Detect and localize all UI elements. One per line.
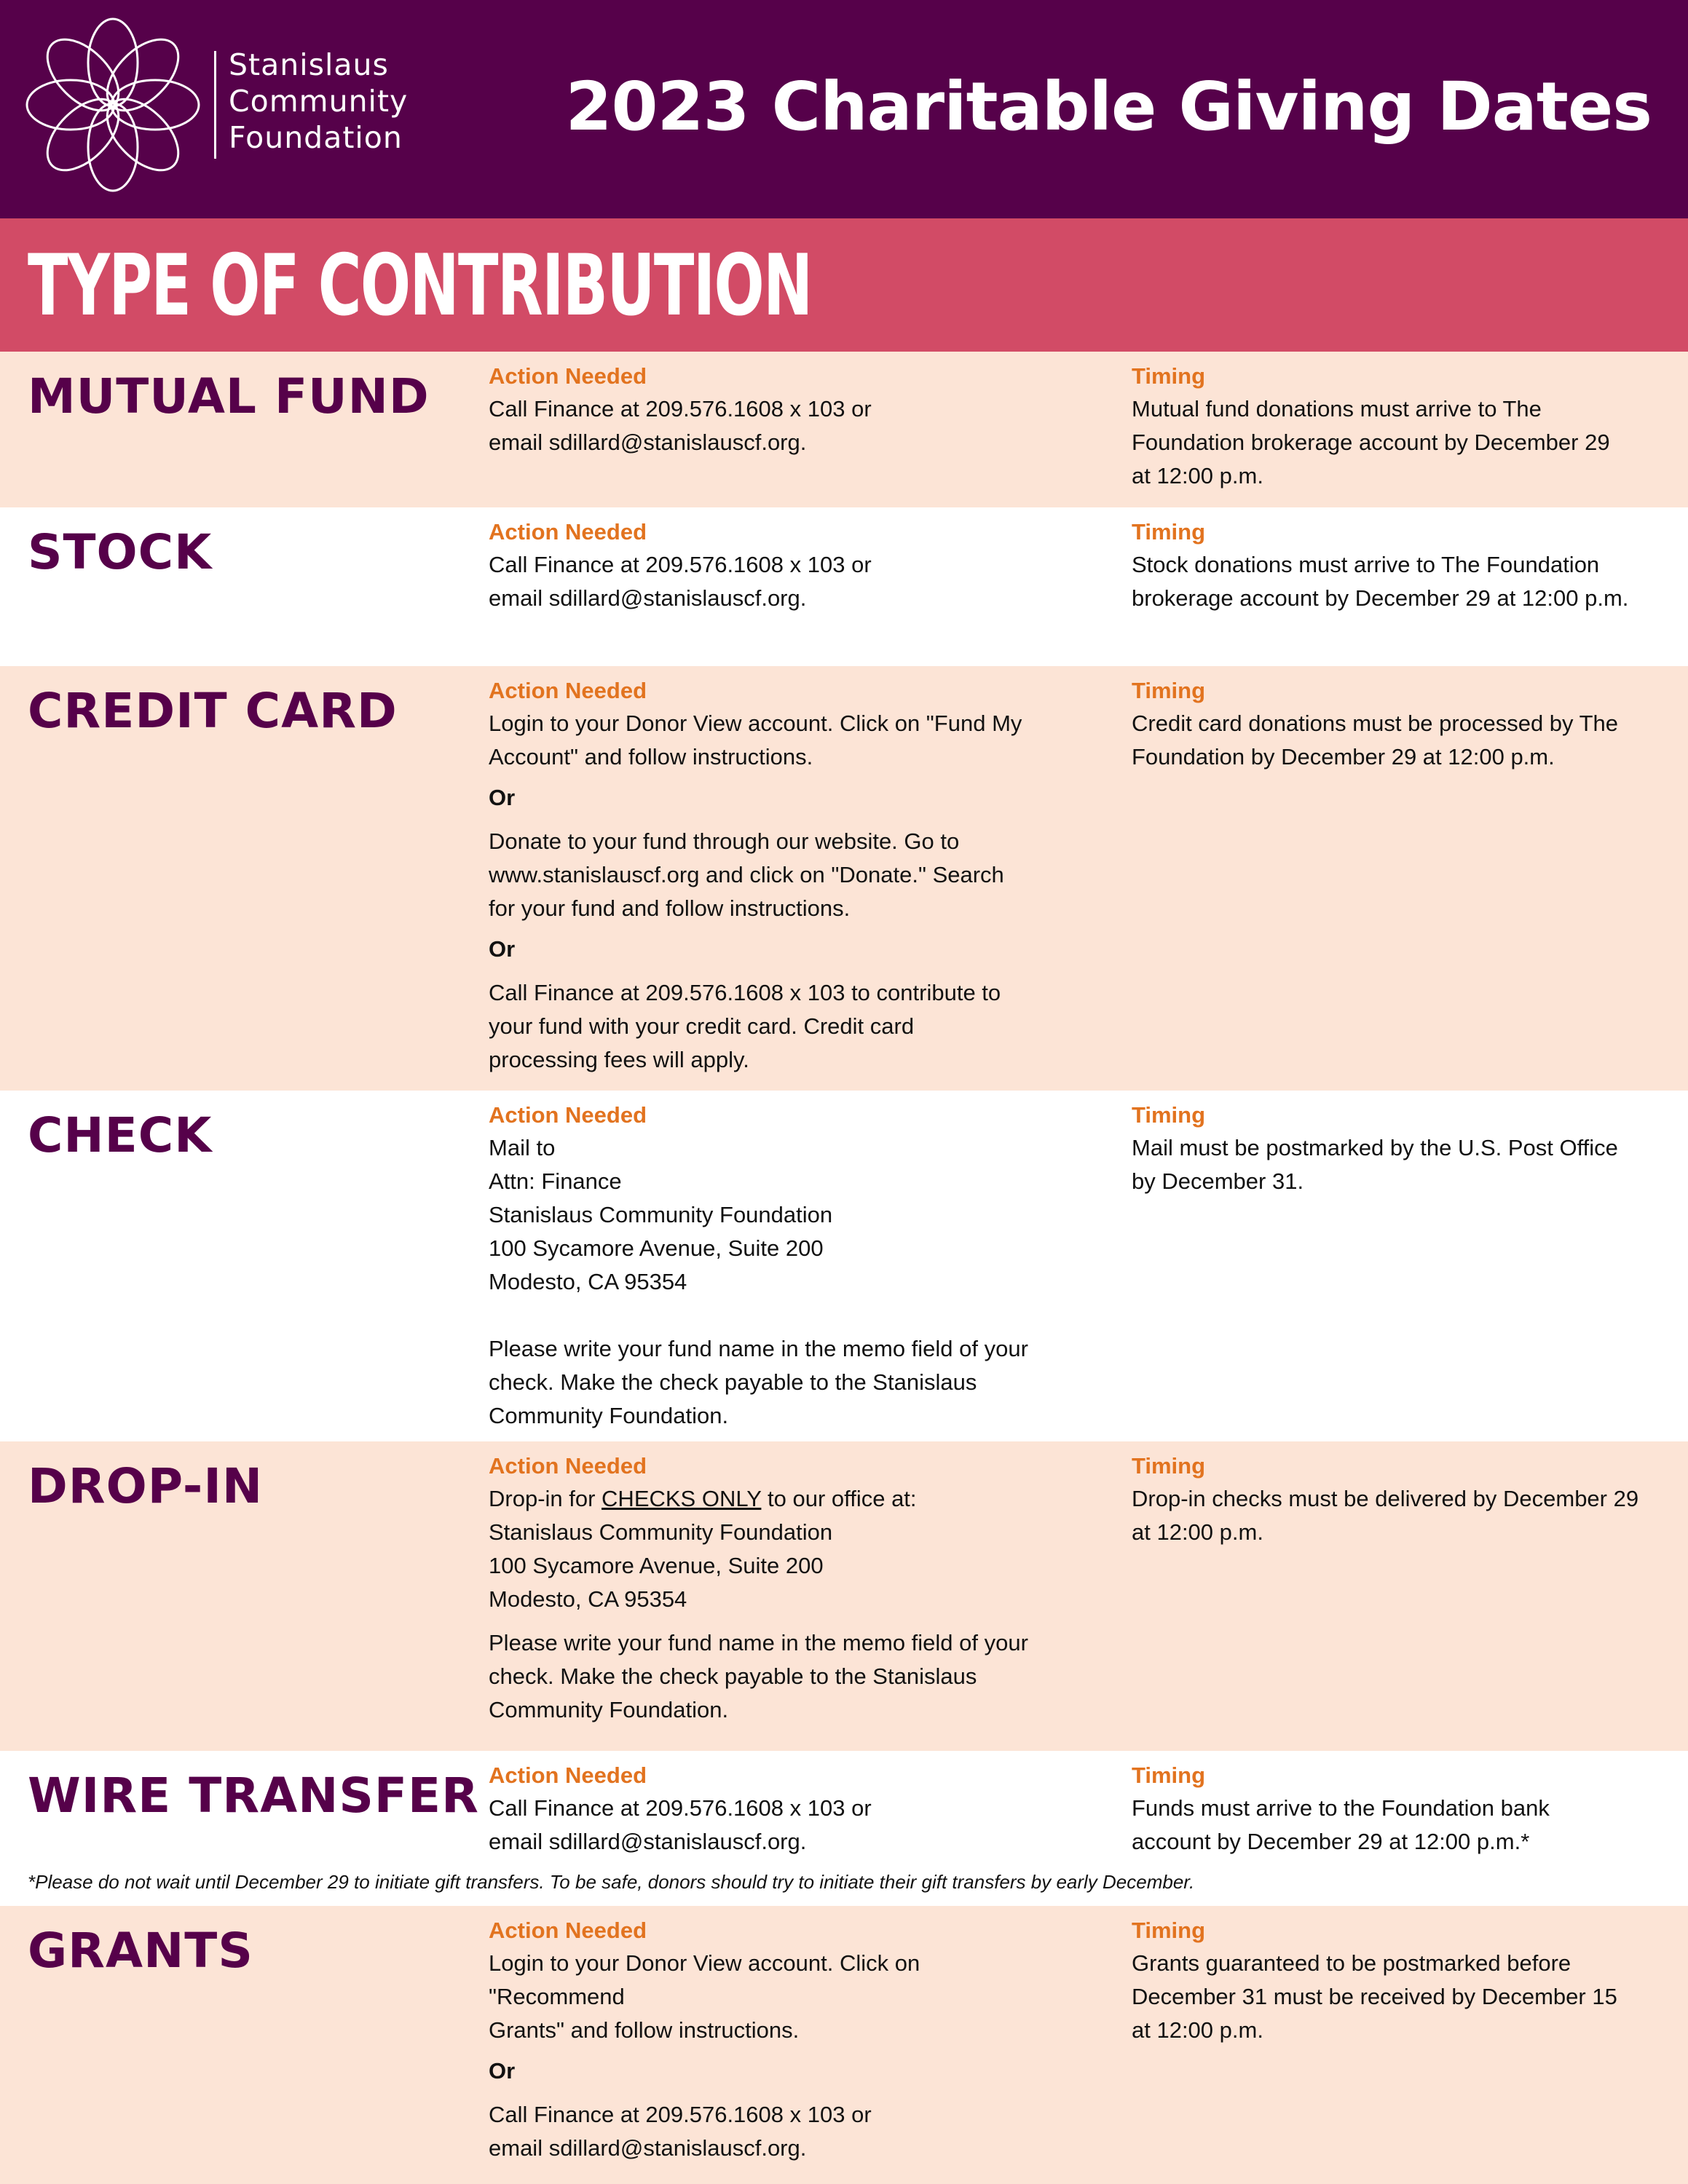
timing-text xyxy=(1132,548,1671,615)
action-text xyxy=(489,2098,1057,2165)
action-text xyxy=(489,1792,1057,1859)
action-column xyxy=(489,360,1057,459)
text-line: Donate to your fund through our website. Go to xyxy=(489,828,960,854)
text-line: email sdillard@stanislauscf.org. xyxy=(489,585,807,611)
timing-column xyxy=(1132,516,1671,615)
contribution-type: MUTUAL FUND xyxy=(28,368,430,424)
text-line: Please write your fund name in the memo field of your xyxy=(489,1336,1028,1361)
timing-column xyxy=(1132,1915,1671,2047)
timing-text xyxy=(1132,1131,1671,1198)
text-line: by December 31. xyxy=(1132,1168,1304,1194)
text-line: Grants guaranteed to be postmarked before xyxy=(1132,1950,1571,1976)
text-line: www.stanislauscf.org and click on "Donate." Search xyxy=(489,862,1004,887)
text-line: Mutual fund donations must arrive to The xyxy=(1132,396,1542,422)
text-line: at 12:00 p.m. xyxy=(1132,2017,1263,2043)
timing-label: Timing xyxy=(1132,678,1206,703)
logo-line-2: Community xyxy=(229,84,409,119)
action-column xyxy=(489,1099,1057,1433)
action-column xyxy=(489,1450,1057,1727)
text-line: for your fund and follow instructions. xyxy=(489,895,851,921)
action-text xyxy=(489,707,1057,774)
text-fragment: Drop-in for xyxy=(489,1486,602,1511)
logo-wordmark xyxy=(229,47,408,156)
contribution-type: CHECK xyxy=(28,1107,213,1163)
action-label: Action Needed xyxy=(489,1453,647,1479)
timing-label: Timing xyxy=(1132,1918,1206,1943)
timing-label: Timing xyxy=(1132,363,1206,389)
text-line: brokerage account by December 29 at 12:00 p.m. xyxy=(1132,585,1629,611)
text-line: Modesto, CA 95354 xyxy=(489,1269,687,1294)
text-fragment: to our office at: xyxy=(761,1486,917,1511)
row-check xyxy=(0,1091,1688,1441)
action-text xyxy=(489,548,1057,615)
logo-divider xyxy=(214,51,216,159)
text-line: Stanislaus Community Foundation xyxy=(489,1202,833,1227)
text-line: Foundation by December 29 at 12:00 p.m. xyxy=(1132,744,1555,769)
contribution-type: GRANTS xyxy=(28,1923,253,1979)
text-line: email sdillard@stanislauscf.org. xyxy=(489,430,807,455)
action-label: Action Needed xyxy=(489,1102,647,1128)
text-line: Login to your Donor View account. Click on "Fund My xyxy=(489,711,1022,736)
or-separator: Or xyxy=(489,785,516,810)
text-line: Community Foundation. xyxy=(489,1697,729,1722)
timing-text xyxy=(1132,1792,1671,1859)
timing-column xyxy=(1132,1450,1671,1549)
text-line: Account" and follow instructions. xyxy=(489,744,813,769)
action-column xyxy=(489,516,1057,615)
text-line xyxy=(489,1482,1057,1516)
text-line: December 31 must be received by December 15 xyxy=(1132,1984,1617,2009)
action-column xyxy=(489,675,1057,1077)
text-line: Stanislaus Community Foundation xyxy=(489,1519,833,1545)
text-line: Call Finance at 209.576.1608 x 103 or xyxy=(489,1795,872,1821)
action-text xyxy=(489,1482,1057,1616)
timing-label: Timing xyxy=(1132,519,1206,545)
contribution-type: WIRE TRANSFER xyxy=(28,1768,479,1824)
timing-column xyxy=(1132,360,1671,493)
footnote: *Please do not wait until December 29 to initiate gift transfers. To be safe, donors should try to initiate their gift transfers by early December. xyxy=(28,1871,1195,1893)
text-line: Credit card donations must be processed by The xyxy=(1132,711,1619,736)
text-line: Please write your fund name in the memo field of your xyxy=(489,1630,1028,1655)
text-line: processing fees will apply. xyxy=(489,1047,749,1072)
text-line: email sdillard@stanislauscf.org. xyxy=(489,1829,807,1854)
action-text xyxy=(489,1947,1057,2047)
flower-logo-icon xyxy=(22,16,204,194)
text-line: Call Finance at 209.576.1608 x 103 to contribute to xyxy=(489,980,1001,1005)
action-text xyxy=(489,1131,1057,1299)
or-separator: Or xyxy=(489,2058,516,2084)
text-line: Drop-in checks must be delivered by December 29 xyxy=(1132,1486,1639,1511)
text-line: Mail to xyxy=(489,1135,556,1160)
text-line: Community Foundation. xyxy=(489,1403,729,1428)
timing-column xyxy=(1132,1760,1671,1859)
page-header xyxy=(0,0,1688,218)
text-line: email sdillard@stanislauscf.org. xyxy=(489,2135,807,2161)
text-line: at 12:00 p.m. xyxy=(1132,463,1263,488)
contribution-type: DROP-IN xyxy=(28,1458,264,1514)
text-line: check. Make the check payable to the Stanislaus xyxy=(489,1369,977,1395)
action-label: Action Needed xyxy=(489,519,647,545)
text-line: Login to your Donor View account. Click on "Recommend xyxy=(489,1950,920,2009)
text-line: 100 Sycamore Avenue, Suite 200 xyxy=(489,1235,824,1261)
timing-label: Timing xyxy=(1132,1762,1206,1788)
action-column xyxy=(489,1915,1057,2165)
text-line: 100 Sycamore Avenue, Suite 200 xyxy=(489,1553,824,1578)
row-credit-card xyxy=(0,666,1688,1091)
text-line: Stock donations must arrive to The Foundation xyxy=(1132,552,1600,577)
timing-text xyxy=(1132,1947,1671,2047)
action-text xyxy=(489,1332,1057,1433)
contribution-type: STOCK xyxy=(28,524,213,580)
text-line: check. Make the check payable to the Stanislaus xyxy=(489,1663,977,1689)
text-line: at 12:00 p.m. xyxy=(1132,1519,1263,1545)
action-label: Action Needed xyxy=(489,1762,647,1788)
action-text xyxy=(489,976,1057,1077)
timing-label: Timing xyxy=(1132,1102,1206,1128)
text-line: Foundation brokerage account by December 29 xyxy=(1132,430,1610,455)
section-banner xyxy=(0,218,1688,352)
action-text xyxy=(489,825,1057,925)
action-label: Action Needed xyxy=(489,1918,647,1943)
timing-text xyxy=(1132,392,1671,493)
text-line: Call Finance at 209.576.1608 x 103 or xyxy=(489,2102,872,2127)
timing-text xyxy=(1132,1482,1671,1549)
action-label: Action Needed xyxy=(489,363,647,389)
text-line: Call Finance at 209.576.1608 x 103 or xyxy=(489,396,872,422)
text-line: Funds must arrive to the Foundation bank xyxy=(1132,1795,1550,1821)
timing-column xyxy=(1132,1099,1671,1198)
text-line: Grants" and follow instructions. xyxy=(489,2017,800,2043)
row-stock xyxy=(0,507,1688,666)
text-line: account by December 29 at 12:00 p.m.* xyxy=(1132,1829,1530,1854)
text-line: Call Finance at 209.576.1608 x 103 or xyxy=(489,552,872,577)
timing-column xyxy=(1132,675,1671,774)
text-line: Mail must be postmarked by the U.S. Post Office xyxy=(1132,1135,1618,1160)
logo-line-1: Stanislaus xyxy=(229,47,389,82)
timing-text xyxy=(1132,707,1671,774)
or-separator: Or xyxy=(489,936,516,962)
text-line: Modesto, CA 95354 xyxy=(489,1586,687,1612)
timing-label: Timing xyxy=(1132,1453,1206,1479)
page-title: 2023 Charitable Giving Dates xyxy=(565,68,1652,146)
action-column xyxy=(489,1760,1057,1859)
text-line: Attn: Finance xyxy=(489,1168,622,1194)
action-text xyxy=(489,392,1057,459)
logo-line-3: Foundation xyxy=(229,120,403,155)
checks-only-emphasis: CHECKS ONLY xyxy=(602,1486,762,1511)
row-mutual-fund xyxy=(0,352,1688,507)
text-line: your fund with your credit card. Credit card xyxy=(489,1013,915,1039)
row-drop-in xyxy=(0,1441,1688,1751)
row-grants xyxy=(0,1906,1688,2184)
action-label: Action Needed xyxy=(489,678,647,703)
action-text xyxy=(489,1626,1057,1727)
banner-heading: TYPE OF CONTRIBUTION xyxy=(28,237,812,335)
contribution-type: CREDIT CARD xyxy=(28,683,398,739)
